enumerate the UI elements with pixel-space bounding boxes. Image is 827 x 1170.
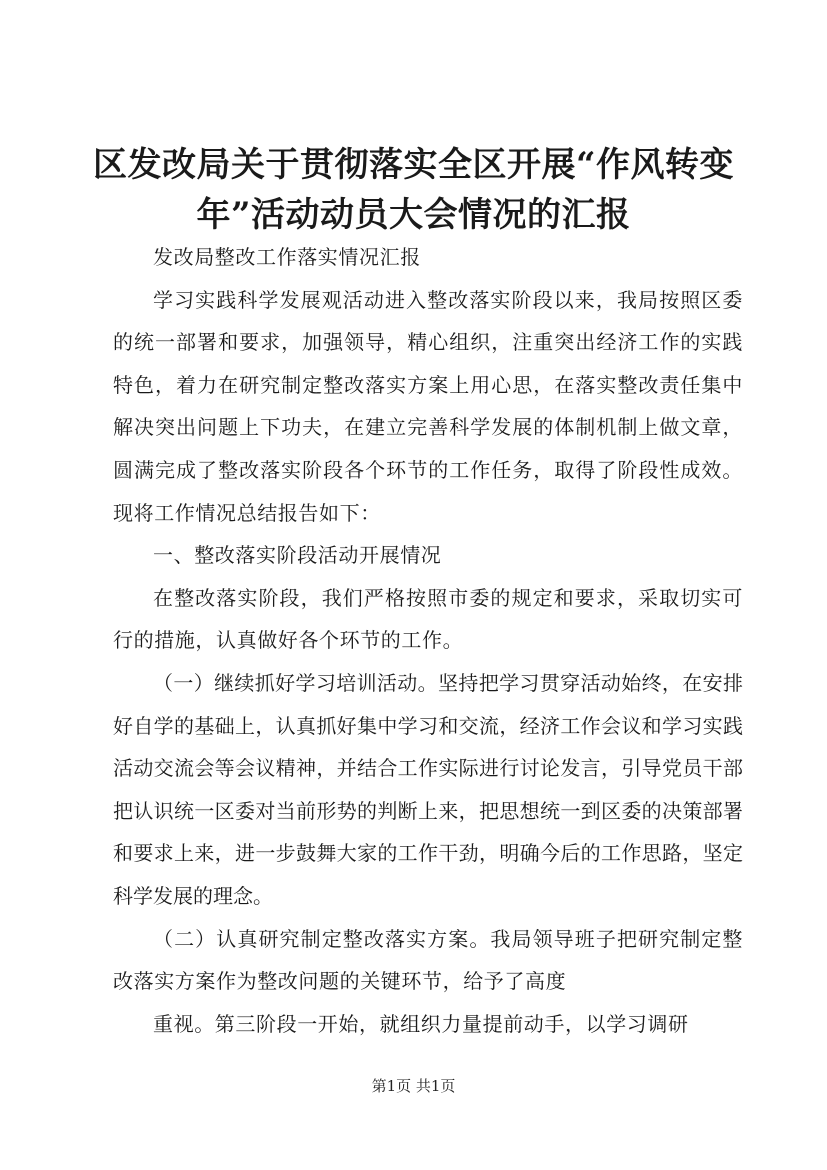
document-title: 区发改局关于贯彻落实全区开展“作风转变年”活动动员大会情况的汇报 (92, 145, 735, 235)
paragraph-item-one: （一）继续抓好学习培训活动。坚持把学习贯穿活动始终，在安排好自学的基础上，认真抓好集中学习和交流，经济工作会议和学习实践活动交流会等会议精神，并结合工作实际进行讨论发言，引导党员干部把认识统一区委对当前形势的判断上来，把思想统一到区委的决策部署和要求上来，进一步鼓舞大家的工作干劲，明确今后的工作思路，坚定科学发展的理念。 (113, 670, 743, 908)
paragraph-section-heading: 一、整改落实阶段活动开展情况 (153, 543, 442, 568)
paragraph-continuation: 重视。第三阶段一开始，就组织力量提前动手，以学习调研 (153, 1011, 689, 1036)
paragraph-intro: 学习实践科学发展观活动进入整改落实阶段以来，我局按照区委的统一部署和要求，加强领导，精心组织，注重突出经济工作的实践特色，着力在研究制定整改落实方案上用心思，在落实整改责任集中解决突出问题上下功夫，在建立完善科学发展的体制机制上做文章，圆满完成了整改落实阶段各个环节的工作任务，取得了阶段性成效。现将工作情况总结报告如下： (113, 287, 743, 525)
paragraph-section-intro: 在整改落实阶段，我们严格按照市委的规定和要求，采取切实可行的措施，认真做好各个环节的工作。 (113, 585, 743, 653)
paragraph-item-two: （二）认真研究制定整改落实方案。我局领导班子把研究制定整改落实方案作为整改问题的关键环节，给予了高度 (113, 926, 743, 994)
document-body (113, 236, 743, 1045)
paragraph-subtitle: 发改局整改工作落实情况汇报 (153, 245, 421, 269)
page-number-footer: 第1页 共1页 (371, 1077, 456, 1095)
